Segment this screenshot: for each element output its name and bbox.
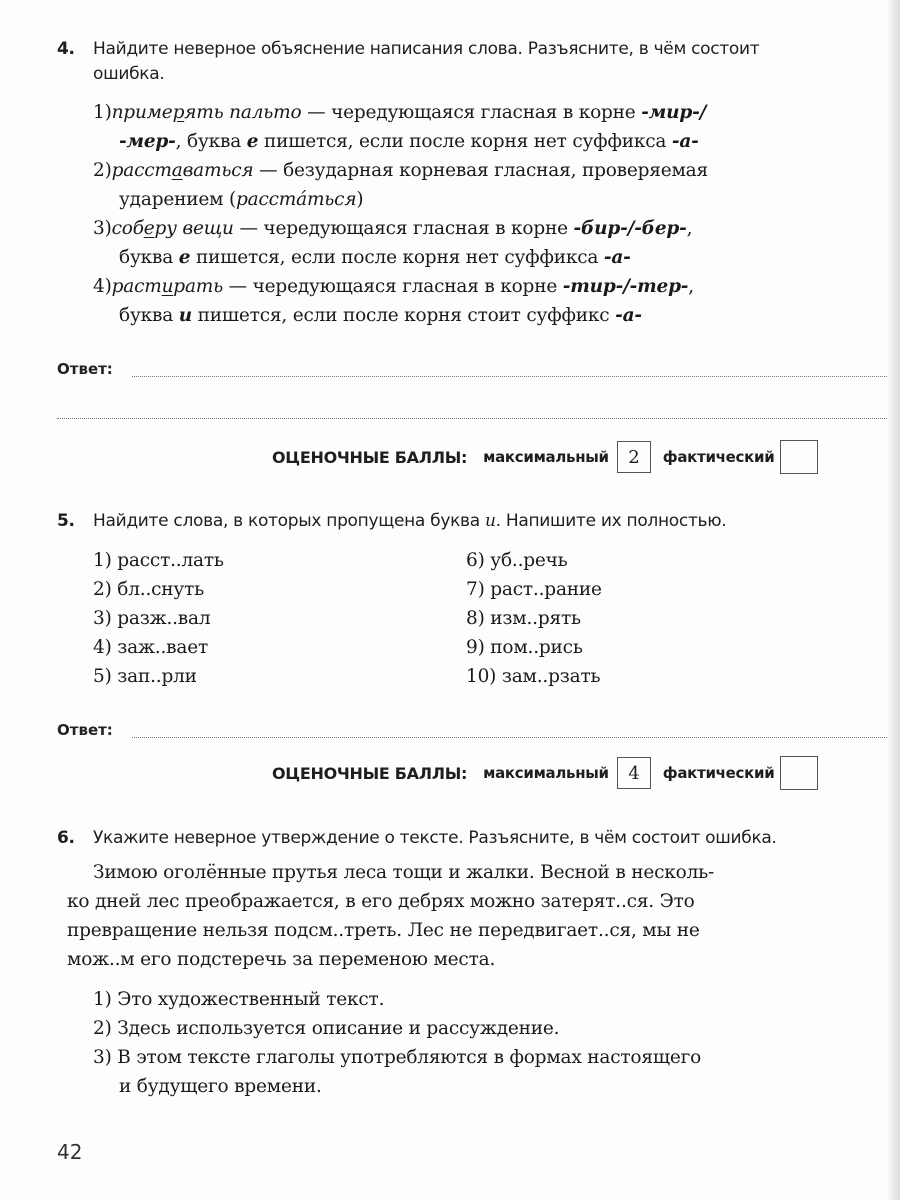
word-item: 7) раст..рание bbox=[466, 579, 602, 600]
task-4-option-1-cont: -мер-, буква е пишется, если после корня нет суффикса -а- bbox=[119, 131, 699, 152]
word-item: 4) заж..вает bbox=[93, 637, 208, 658]
word-item: 1) расст..лать bbox=[93, 550, 224, 571]
task-4-number: 4. bbox=[57, 39, 75, 59]
task-4-answer-line-1[interactable] bbox=[132, 376, 887, 377]
task-6-option-2: 2) Здесь используется описание и рассуждение. bbox=[93, 1018, 560, 1039]
task-4-option-4: 4)растирать — чередующаяся гласная в корне -тир-/-тер-, bbox=[93, 276, 694, 297]
task-4-answer-label: Ответ: bbox=[57, 360, 113, 378]
task-5-words-right bbox=[466, 546, 602, 691]
score-label: ОЦЕНОЧНЫЕ БАЛЛЫ: bbox=[272, 447, 468, 467]
word-item: 10) зам..рзать bbox=[466, 666, 601, 687]
task-4-option-2: 2)расставаться — безударная корневая гласная, проверяемая bbox=[93, 160, 708, 181]
score-actual-label: фактический bbox=[662, 448, 775, 466]
score-actual-box[interactable] bbox=[780, 440, 818, 474]
task-4-option-2-cont: ударением (расста́ться) bbox=[119, 189, 364, 210]
task-4-option-1: 1)примерять пальто — чередующаяся гласная в корне -мир-/ bbox=[93, 102, 707, 123]
word-item: 6) уб..речь bbox=[466, 550, 568, 571]
page-number: 42 bbox=[57, 1140, 83, 1164]
task-6-option-3: 3) В этом тексте глаголы употребляются в формах настоящего bbox=[93, 1047, 702, 1068]
task-5-words-left bbox=[93, 546, 224, 691]
task-4-question bbox=[57, 37, 887, 87]
text-line: Зимою оголённые прутья леса тощи и жалки. Весной в несколь- bbox=[93, 862, 715, 883]
option-number: 1) bbox=[93, 102, 112, 123]
score-max-box: 2 bbox=[617, 441, 651, 473]
option-word: соберу вещи bbox=[111, 218, 234, 239]
option-word: расставаться bbox=[111, 160, 254, 181]
task-5-answer-line[interactable] bbox=[132, 737, 887, 738]
task-6-text bbox=[67, 858, 893, 974]
text-line: превращение нельзя подсм..треть. Лес не передвигает..ся, мы не bbox=[67, 920, 700, 941]
task-6-option-3-cont: и будущего времени. bbox=[119, 1076, 322, 1097]
task-4-question-line2: ошибка. bbox=[93, 64, 165, 84]
word-item: 9) пом..рись bbox=[466, 637, 583, 658]
word-item: 2) бл..снуть bbox=[93, 579, 205, 600]
task-4-option-3-cont: буква е пишется, если после корня нет суффикса -а- bbox=[119, 247, 631, 268]
text-line: ко дней лес преображается, в его дебрях можно затерят..ся. Это bbox=[67, 891, 695, 912]
score-max-label: максимальный bbox=[483, 448, 609, 466]
page-edge-shadow bbox=[886, 0, 900, 1200]
task-4-score bbox=[272, 440, 826, 474]
task-6-number: 6. bbox=[57, 828, 75, 848]
task-4-answer-line-2[interactable] bbox=[57, 418, 887, 419]
score-max-label: максимальный bbox=[483, 764, 609, 782]
option-word: растирать bbox=[111, 276, 223, 297]
word-item: 8) изм..рять bbox=[466, 608, 581, 629]
task-5-question: 5. Найдите слова, в которых пропущена буква и. Напишите их полностью. bbox=[57, 509, 887, 534]
option-word: примерять пальто bbox=[111, 102, 302, 123]
score-actual-box[interactable] bbox=[780, 756, 818, 790]
word-item: 5) зап..рли bbox=[93, 666, 197, 687]
target-letter: и bbox=[485, 511, 496, 531]
task-6-option-1: 1) Это художественный текст. bbox=[93, 989, 385, 1010]
root-alternation: -мир-/ bbox=[641, 102, 707, 123]
task-5-number: 5. bbox=[57, 511, 75, 531]
task-6-options bbox=[93, 985, 701, 1101]
score-max-box: 4 bbox=[617, 757, 651, 789]
task-5-score bbox=[272, 756, 826, 790]
score-label: ОЦЕНОЧНЫЕ БАЛЛЫ: bbox=[272, 763, 468, 783]
task-4-question-line1: Найдите неверное объяснение написания слова. Разъясните, в чём состоит bbox=[93, 39, 760, 59]
task-4-options bbox=[93, 98, 708, 330]
text-line: мож..м его подстеречь за переменою места. bbox=[67, 949, 496, 970]
word-item: 3) разж..вал bbox=[93, 608, 211, 629]
score-actual-label: фактический bbox=[662, 764, 775, 782]
task-6-question: 6. Укажите неверное утверждение о тексте. Разъясните, в чём состоит ошибка. bbox=[57, 826, 887, 851]
task-4-option-4-cont: буква и пишется, если после корня стоит суффикс -а- bbox=[119, 305, 642, 326]
task-5-answer-label: Ответ: bbox=[57, 721, 113, 739]
task-4-option-3: 3)соберу вещи — чередующаяся гласная в корне -бир-/-бер-, bbox=[93, 218, 693, 239]
